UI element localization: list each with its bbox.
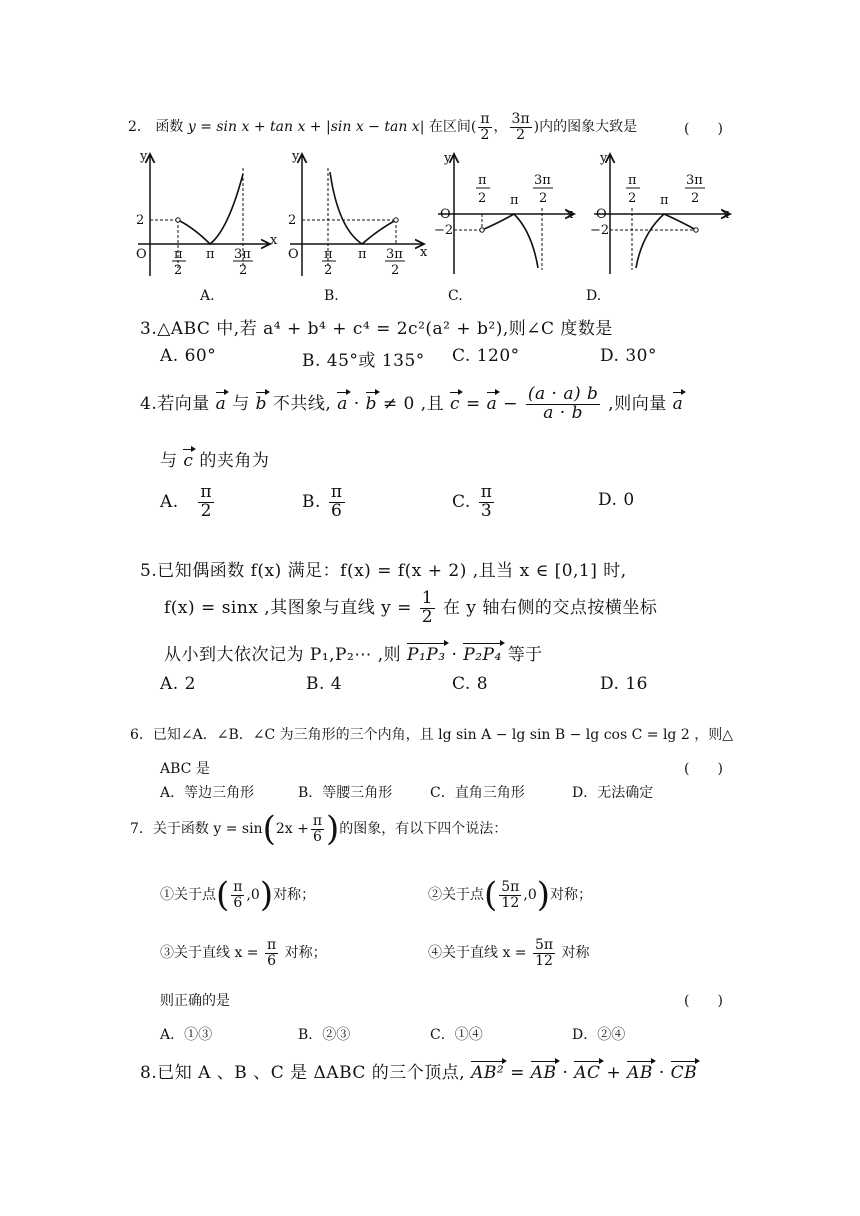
q7-option-c[interactable]: C．①④	[430, 1027, 483, 1043]
svg-text:3π: 3π	[386, 247, 403, 262]
svg-text:O: O	[596, 207, 607, 222]
vector-ab-squared: AB²	[471, 1063, 505, 1083]
svg-text:2: 2	[478, 191, 487, 206]
svg-text:π: π	[628, 173, 637, 188]
svg-text:3π: 3π	[534, 173, 551, 188]
graph-a-two: 2	[136, 213, 145, 228]
q4-line2: 与 c 的夹角为	[160, 451, 270, 471]
svg-text:O: O	[440, 207, 451, 222]
graph-a-pi: π	[206, 247, 215, 262]
svg-text:y: y	[444, 151, 452, 166]
q5-option-a[interactable]: A. 2	[160, 674, 196, 694]
graph-b-origin: O	[288, 247, 299, 262]
q7-ask: 则正确的是	[160, 993, 230, 1009]
q2-stem-a: 函数	[155, 119, 184, 136]
q2-fraction-3pi-2: $\frac{3\pi}{2}$	[511, 111, 530, 143]
svg-text:x: x	[566, 207, 574, 222]
graph-d	[590, 151, 730, 274]
q7-statement-1: ①关于点( $\frac{\pi}{6}$ ,0)对称；	[160, 875, 316, 915]
q7-answer-paren: ( )	[684, 993, 723, 1009]
svg-text:π: π	[358, 247, 367, 262]
svg-text:−2: −2	[434, 223, 454, 238]
q4-option-c[interactable]: C. $\frac{\pi}{3}$	[452, 482, 493, 521]
q3-option-d[interactable]: D. 30°	[600, 346, 657, 366]
svg-text:x: x	[722, 207, 730, 222]
q6-option-b[interactable]: B．等腰三角形	[298, 785, 393, 801]
graph-a-pi-half-n: π	[174, 247, 183, 262]
svg-text:3π: 3π	[686, 173, 703, 188]
q7-option-b[interactable]: B．②③	[298, 1027, 351, 1043]
q6-option-d[interactable]: D．无法确定	[572, 785, 654, 801]
q2-option-b[interactable]: B.	[324, 288, 339, 304]
q2-fraction-pi-2: $\frac{\pi}{2}$	[480, 111, 490, 143]
q3-stem: 3.△ABC 中,若 a⁴ + b⁴ + c⁴ = 2c²(a² + b²),则∠C 度数是	[140, 319, 613, 339]
q5-option-b[interactable]: B. 4	[306, 674, 343, 694]
q2-stem-c: )内的图象大致是	[533, 119, 638, 136]
q5-option-c[interactable]: C. 8	[452, 674, 489, 694]
q6-option-c[interactable]: C．直角三角形	[430, 785, 525, 801]
q3-option-a[interactable]: A. 60°	[160, 346, 217, 366]
graph-b-x-label: x	[420, 245, 428, 260]
q5-line3: 从小到大依次记为 P₁,P₂⋯ ,则 P₁P₃ · P₂P₄ 等于	[164, 645, 543, 665]
q2-graphs	[128, 148, 748, 278]
svg-text:2: 2	[324, 263, 333, 278]
q2-number: 2．	[128, 119, 151, 136]
graph-a-pi-half-d: 2	[174, 263, 183, 278]
q3-option-b[interactable]: B. 45°或 135°	[302, 351, 425, 371]
q7-statement-3: ③关于直线 x = $\frac{\pi}{6}$ 对称；	[160, 937, 327, 969]
q7-option-d[interactable]: D．②④	[572, 1027, 626, 1043]
graph-a	[136, 149, 278, 278]
q6-option-a[interactable]: A．等边三角形	[160, 785, 255, 801]
q7-option-a[interactable]: A．①③	[160, 1027, 213, 1043]
graph-a-3pi-d: 2	[239, 263, 248, 278]
svg-text:π: π	[510, 193, 519, 208]
q2-option-a[interactable]: A.	[200, 288, 215, 304]
vector-b: b	[255, 393, 267, 414]
q4-option-d[interactable]: D. 0	[598, 490, 635, 510]
q3-option-c[interactable]: C. 120°	[452, 346, 520, 366]
graph-a-y-label: y	[140, 149, 148, 164]
q8-stem: 8.已知 A 、B 、C 是 ΔABC 的三个顶点, AB² = AB · AC + AB · CB	[140, 1063, 698, 1083]
svg-text:2: 2	[691, 191, 700, 206]
q7-statement-4: ④关于直线 x = $\frac{5\pi}{12}$ 对称	[428, 937, 590, 969]
q2-stem: 2． 函数 y = sin x + tan x + |sin x − tan x| 在区间( $\frac{\pi}{2}$ ， $\frac{3\pi}{2}$ )内的图象大致是	[128, 111, 638, 143]
graph-b-two: 2	[288, 213, 297, 228]
graph-b	[288, 149, 428, 278]
svg-text:−2: −2	[590, 223, 610, 238]
svg-text:π: π	[478, 173, 487, 188]
vector-c: c	[450, 393, 461, 414]
q2-function: y = sin x + tan x + |sin x − tan x|	[187, 119, 425, 136]
q5-line1: 5.已知偶函数 f(x) 满足：f(x) = f(x + 2) ,且当 x ∈ [0,1] 时,	[140, 561, 627, 581]
graph-a-x-label: x	[270, 233, 278, 248]
svg-text:2: 2	[539, 191, 548, 206]
q4-option-b[interactable]: B. $\frac{\pi}{6}$	[302, 482, 343, 521]
graph-b-y-label: y	[292, 149, 300, 164]
q6-answer-paren: ( )	[684, 761, 723, 777]
graph-a-3pi-n: 3π	[234, 247, 251, 262]
svg-text:2: 2	[628, 191, 637, 206]
q4-fraction: $\frac{(a \cdot a) b}{a \cdot b}$	[527, 384, 599, 423]
q5-line2: f(x) = sinx ,其图象与直线 y = $\frac{1}{2}$ 在 y 轴右侧的交点按横坐标	[164, 588, 658, 627]
q7-stem: 7．关于函数 y = sin(2x + $\frac{\pi}{6}$ )的图象，有以下四个说法：	[130, 809, 508, 849]
graph-c	[434, 151, 574, 274]
vector-a: a	[215, 393, 227, 414]
q5-option-d[interactable]: D. 16	[600, 674, 648, 694]
q4-stem: 4.若向量 a 与 b 不共线, a · b ≠ 0 ,且 c = a − $\frac{(a \cdot a) b}{a \cdot b}$ ,则向量 a	[140, 384, 684, 423]
q4-option-a[interactable]: A. $\frac{\pi}{2}$	[160, 482, 213, 521]
graph-a-origin: O	[136, 247, 147, 262]
vector-p2p4: P₂P₄	[463, 645, 502, 665]
svg-text:π: π	[324, 247, 333, 262]
vector-p1p3: P₁P₃	[407, 645, 446, 665]
q6-line1: 6．已知∠A．∠B．∠C 为三角形的三个内角，且 lg sin A − lg sin B − lg cos C = lg 2 ，则△	[130, 727, 733, 743]
q7-statement-2: ②关于点( $\frac{5\pi}{12}$ ,0)对称；	[428, 875, 592, 915]
q2-answer-paren: ( )	[684, 121, 723, 137]
q2-stem-b: 在区间(	[428, 119, 477, 136]
q2-option-c[interactable]: C.	[448, 288, 463, 304]
svg-text:y: y	[600, 151, 608, 166]
q2-option-d[interactable]: D.	[586, 288, 602, 304]
svg-text:2: 2	[391, 263, 400, 278]
svg-text:π: π	[660, 193, 669, 208]
q5-half: $\frac{1}{2}$	[421, 588, 434, 627]
q6-line2: ABC 是	[160, 761, 210, 777]
